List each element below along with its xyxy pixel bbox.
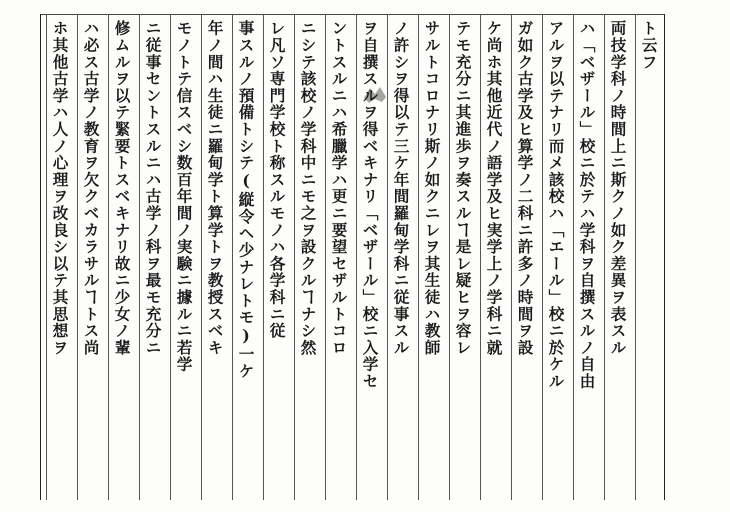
column-rule bbox=[356, 14, 357, 500]
text-column: ケ尚ホ其他近代ノ語学及ヒ実学上ノ学科ニ就 bbox=[484, 20, 504, 356]
text-column: 事スルノ預備トシテ(縦令ヘ少ナレトモ)一ケ bbox=[236, 20, 256, 380]
top-border-line bbox=[40, 14, 665, 15]
text-column: テモ充分ニ其進歩ヲ奏スルヿ是レ疑ヒヲ容レ bbox=[453, 20, 473, 356]
column-rule bbox=[263, 14, 264, 500]
text-column: ハ必ス古学ノ教育ヲ欠クベカラサルヿトス尚 bbox=[81, 20, 101, 356]
text-column: ガ如ク古学及ヒ算学ノ二科ニ許多ノ時間ヲ設 bbox=[515, 20, 535, 356]
text-column: 年ノ間ハ生徒ニ羅甸学ト算学トヲ教授スベキ bbox=[205, 20, 225, 356]
text-column: サルトコロナリ斯ノ如クニレヲ其生徒ハ教師 bbox=[422, 20, 442, 356]
column-rule bbox=[387, 14, 388, 500]
column-rule bbox=[604, 14, 605, 500]
column-rule bbox=[201, 14, 202, 500]
column-rule bbox=[294, 14, 295, 500]
text-column: ニシテ該校ノ学科中ニモ之ヲ設クルヿナシ然 bbox=[298, 20, 318, 356]
column-rule bbox=[480, 14, 481, 500]
text-column: ントスルニハ希臘学ハ更ニ要望セザルトコロ bbox=[329, 20, 349, 356]
column-rule bbox=[77, 14, 78, 500]
column-rule bbox=[139, 14, 140, 500]
text-column: ハ「ベザール」校ニ於テハ学科ヲ自撰スルノ自由 bbox=[577, 20, 597, 390]
right-border-line bbox=[664, 14, 665, 500]
column-rule bbox=[170, 14, 171, 500]
text-column: ホ其他古学ハ人ノ心理ヲ改良シ以テ其思想ヲ bbox=[50, 20, 70, 356]
column-rule bbox=[418, 14, 419, 500]
column-rule bbox=[635, 14, 636, 500]
text-column: アルヲ以テナリ而メ該校ハ「エール」校ニ於ケル bbox=[546, 20, 566, 390]
left-border-line bbox=[40, 14, 41, 500]
text-column: ノ許シヲ得以テ三ケ年間羅甸学科ニ従事スル bbox=[391, 20, 411, 356]
column-rule bbox=[46, 14, 47, 500]
text-column: モノトテ信スベシ数百年間ノ実験ニ據ルニ若学 bbox=[174, 20, 194, 373]
text-column: 両技学科ノ時間上ニ斯クノ如ク差異ヲ表スル bbox=[608, 20, 628, 356]
text-column: レ凡ソ専門学校ト称スルモノハ各学科ニ従 bbox=[267, 20, 287, 340]
column-rule bbox=[108, 14, 109, 500]
text-column: 修ムルヲ以テ緊要トスベキナリ故ニ少女ノ輩 bbox=[112, 20, 132, 356]
column-rule bbox=[542, 14, 543, 500]
text-column: ヲ自撰スルヲ得ベキナリ「ベザール」校ニ入学セ bbox=[360, 20, 380, 390]
column-rule bbox=[325, 14, 326, 500]
text-column: ニ従事セントスルニハ古学ノ科ヲ最モ充分ニ bbox=[143, 20, 163, 356]
column-rule bbox=[511, 14, 512, 500]
column-rule bbox=[232, 14, 233, 500]
column-rule bbox=[573, 14, 574, 500]
text-column: ト云フ bbox=[639, 20, 659, 71]
column-rule bbox=[449, 14, 450, 500]
